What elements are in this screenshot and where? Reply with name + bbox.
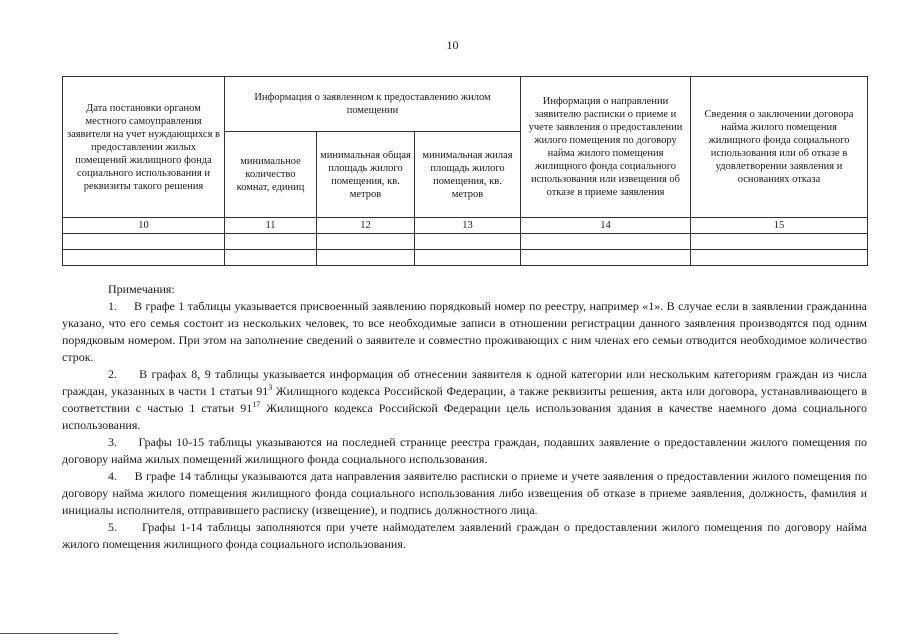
column-numbers-row: [63, 218, 868, 234]
col11-header: минимальное количество комнат, единиц: [225, 132, 317, 218]
note-number: 5.: [108, 520, 117, 534]
footnote-separator: [0, 633, 118, 634]
column-number: 15: [691, 218, 868, 234]
column-number: 14: [521, 218, 691, 234]
note-text: Жилищного кодекса Российской Федерации цель использования здания в качестве наемного дома социального использования.: [62, 401, 868, 432]
note-item-3: [62, 434, 867, 468]
note-number: 2.: [108, 367, 117, 381]
column-number: 12: [317, 218, 415, 234]
note-number: 1.: [108, 299, 117, 313]
note-item-5: [62, 519, 867, 553]
column-number: 13: [415, 218, 521, 234]
note-number: 3.: [108, 435, 117, 449]
group-header-dwelling: Информация о заявленном к предоставлению жилом помещении: [225, 77, 521, 132]
empty-row: [63, 234, 868, 250]
note-text: В графах 8, 9 таблицы указывается информация об отнесении заявителя к одной категории или нескольким категориям граждан из числа граждан, указанных в части 1 статьи 91: [62, 367, 867, 398]
registry-table: [62, 76, 868, 266]
empty-row: [63, 250, 868, 266]
page-number: 10: [446, 38, 459, 52]
note-text: Графы 1-14 таблицы заполняются при учете наймодателем заявлений граждан о предоставлении жилого помещения по договору найма жилого помещения жилищного фонда социального использования.: [62, 520, 868, 551]
column-number: 11: [225, 218, 317, 234]
col12-header: минимальная общая площадь жилого помещения, кв. метров: [317, 132, 415, 218]
notes-section: [62, 281, 867, 553]
col13-header: минимальная жилая площадь жилого помещения, кв. метров: [415, 132, 521, 218]
note-text: Графы 10-15 таблицы указываются на последней странице реестра граждан, подавших заявление о предоставлении жилого помещения по договору найма жилых помещений жилищного фонда социального использования.: [62, 435, 867, 466]
note-item-2: [62, 366, 867, 434]
note-text: В графе 1 таблицы указывается присвоенный заявлению порядковый номер по реестру, например «1». В случае если в заявлении гражданина указано, что его семья состоит из нескольких человек, то все необходимые записи в отношении регистрации данного заявления производятся под одним порядковым номером. При этом на заполнение сведений о заявителе и совместно проживающих с ним членах его семьи отводится необходимое количество строк.: [62, 299, 867, 364]
notes-heading: Примечания:: [108, 282, 175, 296]
note-text: Жилищного кодекса Российской Федерации, а также реквизиты решения, акта или договора, устанавливающего в соответствии с частью 1 статьи 91: [62, 384, 868, 415]
column-number: 10: [63, 218, 225, 234]
note-number: 4.: [108, 469, 117, 483]
note-text: В графе 14 таблицы указываются дата направления заявителю расписки о приеме и учете заявления о предоставлении жилого помещения по договору найма жилого помещения жилищного фонда социального использования либо извещения об отказе в приеме заявления, должность, фамилия и инициалы исполнителя, отправившего расписку (извещение), и подпись должностного лица.: [62, 469, 868, 517]
superscript: 3: [268, 383, 273, 392]
col14-header: Информация о направлении заявителю расписки о приеме и учете заявления о предоставлении жилого помещения по договору найма жилого помещения жилищного фонда социального использования или извещения об отказе в приеме заявления: [521, 77, 691, 218]
superscript: 17: [252, 400, 261, 409]
col10-header: Дата постановки органом местного самоуправления заявителя на учет нуждающихся в предоставлении жилых помещений жилищного фонда социального использования и реквизиты такого решения: [63, 77, 225, 218]
note-item-4: [62, 468, 867, 519]
col15-header: Сведения о заключении договора найма жилого помещения жилищного фонда социального использования или об отказе в удовлетворении заявления и основаниях отказа: [691, 77, 868, 218]
note-item-1: [62, 298, 867, 366]
